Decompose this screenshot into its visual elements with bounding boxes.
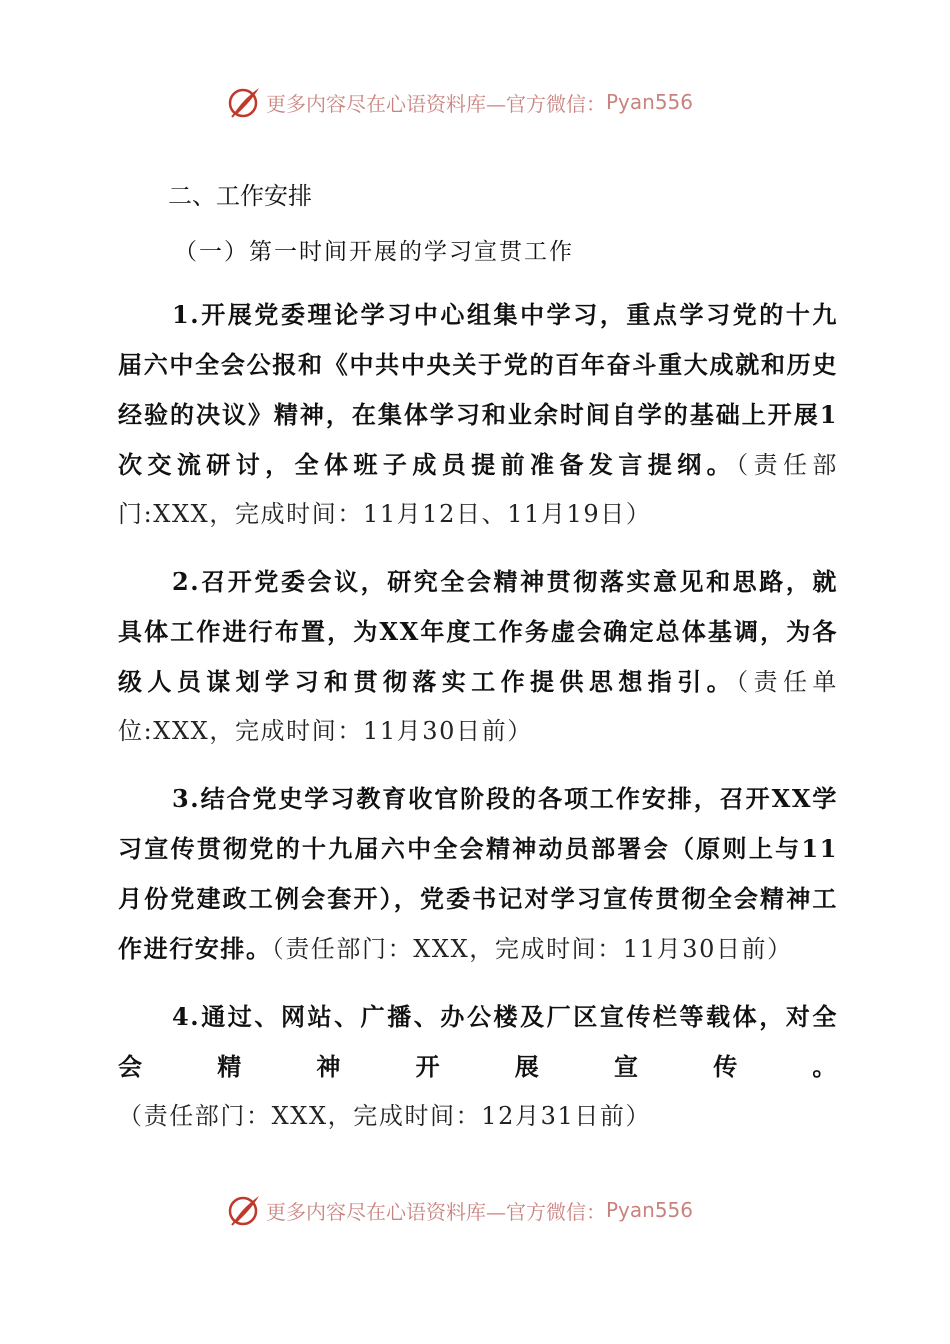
item-note: （责任部门：XXX，完成时间：11月30日前） <box>271 935 793 963</box>
watermark-text: 更多内容尽在心语资料库—官方微信： <box>266 91 606 116</box>
list-item <box>118 290 838 539</box>
item-note: （责任部门：XXX，完成时间：12月31日前） <box>118 1102 652 1130</box>
quill-logo-icon <box>226 1192 262 1228</box>
document-body <box>118 170 838 1159</box>
quill-logo-icon <box>226 84 262 120</box>
watermark-header <box>226 82 746 122</box>
item-main-text: 3.结合党史学习教育收官阶段的各项工作安排，召开XX学习宣传贯彻党的十九届六中全会精神动员部署会（原则上与11月份党建政工例会套开），党委书记对学习宣传贯彻全会精神工作进行安排。 <box>118 784 838 963</box>
item-note: （责任单位:XXX，完成时间：11月30日前） <box>118 668 838 745</box>
item-main-text: 4.通过、网站、广播、办公楼及厂区宣传栏等载体，对全会精神开展宣传。 <box>118 1002 838 1081</box>
item-note: （责任部门:XXX，完成时间：11月12日、11月19日） <box>118 451 838 528</box>
watermark-footer <box>226 1190 746 1230</box>
item-main-text: 2.召开党委会议，研究全会精神贯彻落实意见和思路，就具体工作进行布置，为XX年度工作务虚会确定总体基调，为各级人员谋划学习和贯彻落实工作提供思想指引。 <box>118 567 838 696</box>
subsection-heading: （一）第一时间开展的学习宣贯工作 <box>174 239 574 265</box>
watermark-wechat-id: Pyan556 <box>606 90 694 114</box>
watermark-wechat-id: Pyan556 <box>606 1198 694 1222</box>
list-item <box>118 557 838 756</box>
watermark-text: 更多内容尽在心语资料库—官方微信： <box>266 1199 606 1224</box>
list-item <box>118 992 838 1141</box>
list-item <box>118 774 838 974</box>
section-heading: 二、工作安排 <box>168 182 312 210</box>
item-main-text: 1.开展党委理论学习中心组集中学习，重点学习党的十九届六中全会公报和《中共中央关于党的百年奋斗重大成就和历史经验的决议》精神，在集体学习和业余时间自学的基础上开展1次交流研讨，全体班子成员提前准备发言提纲。 <box>118 300 838 479</box>
